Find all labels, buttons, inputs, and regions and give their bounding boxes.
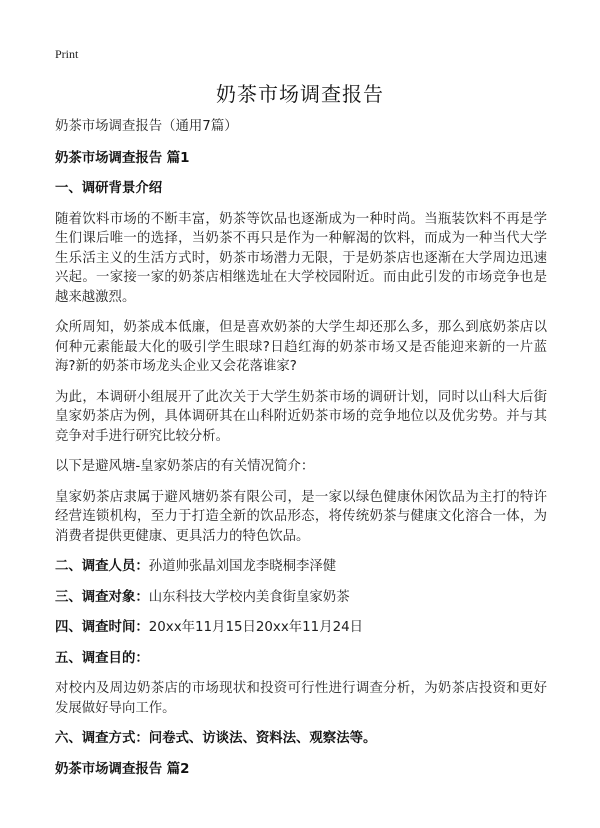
section3-label: 三、调查对象： xyxy=(55,589,149,605)
section5-heading: 五、调查目的： xyxy=(55,650,149,666)
document-subtitle: 奶茶市场调查报告（通用7篇） xyxy=(55,119,238,134)
part2-heading: 奶茶市场调查报告 篇2 xyxy=(55,761,190,777)
section2-value: 孙道帅张晶刘国龙李晓桐李泽健 xyxy=(148,559,337,574)
section3-value: 山东科技大学校内美食街皇家奶茶 xyxy=(148,589,350,605)
paragraph-intro-lead: 以下是避风塘-皇家奶茶店的有关情况简介： xyxy=(55,459,315,474)
paragraph-questions: 众所周知，奶茶成本低廉，但是喜欢奶茶的大学生却还那么多，那么到底奶茶店以何种元素能最大化的吸引学生眼球?日趋红海的奶茶市场又是否能迎来新的一片蓝海?新的奶茶市场龙头企业又会花落谁家? xyxy=(55,320,547,374)
section4-label: 四、调查时间： xyxy=(55,620,149,635)
part1-heading: 奶茶市场调查报告 篇1 xyxy=(55,150,190,166)
section4-time xyxy=(55,618,547,638)
paragraph-research-plan: 为此，本调研小组展开了此次关于大学生奶茶市场的调研计划，同时以山科大后街皇家奶茶店为例，具体调研其在山科附近奶茶市场的竞争地位以及优劣势。并与其竞争对手进行研究比较分析。 xyxy=(55,389,547,444)
section6-heading: 六、调查方式：问卷式、访谈法、资料法、观察法等。 xyxy=(55,731,377,746)
paragraph-company-intro: 皇家奶茶店隶属于避风塘奶茶有限公司，是一家以绿色健康休闲饮品为主打的特许经营连锁机构，至力于打造全新的饮品形态，将传统奶茶与健康文化溶合一体，为消费者提供更健康、更具活力的特色饮品。 xyxy=(55,489,547,544)
section4-value: 20xx年11月15日20xx年11月24日 xyxy=(148,620,364,635)
document-body xyxy=(55,117,547,790)
section3-subject xyxy=(55,588,547,608)
section2-label: 二、调查人员： xyxy=(55,559,149,574)
section2-researchers xyxy=(55,557,547,577)
print-label: Print xyxy=(55,47,79,61)
document-title: 奶茶市场调查报告 xyxy=(216,82,384,106)
paragraph-background: 随着饮料市场的不断丰富，奶茶等饮品也逐渐成为一种时尚。当瓶装饮料不再是学生们课后唯一的选择，当奶茶不再只是作为一种解渴的饮料，而成为一种当代大学生乐活主义的生活方式时，奶茶市场潜力无限，于是奶茶店也逐渐在大学周边迅速兴起。一家接一家的奶茶店相继选址在大学校园附近。而由此引发的市场竞争也是越来越激烈。 xyxy=(55,211,547,305)
paragraph-purpose: 对校内及周边奶茶店的市场现状和投资可行性进行调查分析，为奶茶店投资和更好发展做好导向工作。 xyxy=(55,681,547,716)
section1-heading: 一、调研背景介绍 xyxy=(55,181,163,196)
